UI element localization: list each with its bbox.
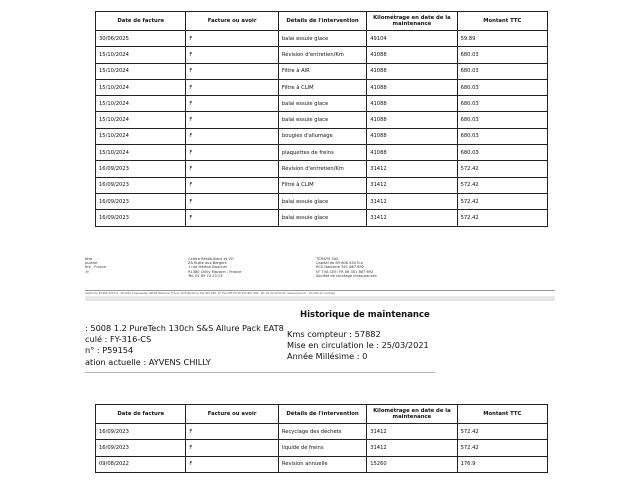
table-row (96, 145, 548, 161)
vehicle-registration-date: Mise en circulation le : 25/03/2021 (287, 340, 429, 351)
cell-details: Révision annuelle (278, 456, 366, 472)
cell-mileage: 31412 (367, 161, 457, 177)
header-date: Date de facture (96, 12, 186, 31)
header-amount: Montant TTC (457, 405, 547, 424)
cell-date: 15/10/2024 (96, 47, 186, 63)
cell-type: F (186, 47, 279, 63)
header-mileage: Kilométrage en date de la maintenance (367, 12, 457, 31)
vehicle-location: ation actuelle : AYVENS CHILLY (85, 356, 211, 367)
footer-line: ètre (85, 257, 93, 261)
cell-type: F (186, 145, 279, 161)
cell-type: F (186, 210, 279, 226)
cell-details: liquide de freins (278, 440, 366, 456)
cell-type: F (186, 63, 279, 79)
cell-details: bougies d'allumage (278, 128, 366, 144)
cell-amount: 680.03 (457, 47, 547, 63)
header-amount: Montant TTC (457, 12, 547, 31)
footer-middle-column (188, 257, 241, 278)
cell-type: F (186, 112, 279, 128)
cell-details: balai essuie glace (278, 193, 366, 209)
cell-type: F (186, 96, 279, 112)
footer-line: N° TVA CEE: FR 06 351 867 692 (316, 269, 374, 274)
cell-mileage: 31412 (367, 440, 457, 456)
cell-amount: 572.42 (457, 161, 547, 177)
cell-amount: 680.03 (457, 79, 547, 95)
footer-line: Tél. 01 69 74 23 23 (188, 273, 223, 278)
table-row (96, 177, 548, 193)
header-mileage: Kilométrage en date de la maintenance (367, 405, 457, 424)
cell-mileage: 49104 (367, 31, 457, 47)
footer-right-column (316, 257, 377, 278)
header-type: Facture ou avoir (186, 405, 279, 424)
cell-details: plaquettes de freins (278, 145, 366, 161)
footer-line: Centre Restitutions et VO (188, 257, 234, 261)
cell-date: 15/10/2024 (96, 112, 186, 128)
cell-amount: 59.89 (457, 31, 547, 47)
cell-details: Filtre à CLIM (278, 177, 366, 193)
cell-date: 16/09/2023 (96, 193, 186, 209)
table-row (96, 112, 548, 128)
cell-amount: 572.42 (457, 440, 547, 456)
cell-date: 15/10/2024 (96, 145, 186, 161)
cell-details: balai essuie glace (278, 210, 366, 226)
cell-date: 15/10/2024 (96, 128, 186, 144)
cell-type: F (186, 79, 279, 95)
cell-amount: 572.42 (457, 424, 547, 440)
maintenance-table-2 (95, 404, 548, 473)
cell-type: F (186, 193, 279, 209)
cell-mileage: 41088 (367, 79, 457, 95)
footer-line: 91380 Chilly Mazarin - France (188, 269, 242, 274)
cell-mileage: 41088 (367, 112, 457, 128)
cell-mileage: 31412 (367, 177, 457, 193)
cell-mileage: 31412 (367, 210, 457, 226)
cell-details: Filtre à AIR (278, 63, 366, 79)
cell-type: F (186, 440, 279, 456)
cell-details: Filtre à CLIM (278, 79, 366, 95)
cell-details: Recyclage des déchets (278, 424, 366, 440)
cell-mileage: 15260 (367, 456, 457, 472)
cell-date: 15/10/2024 (96, 63, 186, 79)
table-row (96, 47, 548, 63)
header-details: Détails de l'intervention (278, 405, 366, 424)
cell-type: F (186, 161, 279, 177)
cell-date: 16/09/2023 (96, 424, 186, 440)
cell-date: 30/06/2025 (96, 31, 186, 47)
cell-details: balai essuie glace (278, 31, 366, 47)
vehicle-info-left (85, 323, 284, 368)
vehicle-model: : 5008 1.2 PureTech 130ch S&S Allure Pack EAT8 (85, 323, 284, 333)
footer-line: -fr (85, 269, 90, 274)
footer-line: 1 rue Hélène Boucher (188, 265, 228, 270)
footer-line: pulaire (85, 261, 98, 266)
history-title: Historique de maintenance (300, 310, 430, 320)
cell-details: balai essuie glace (278, 112, 366, 128)
table-row (96, 193, 548, 209)
footer-line: Société de courtage d'assurances (316, 273, 377, 278)
cell-date: 15/10/2024 (96, 96, 186, 112)
vehicle-mileage: Kms compteur : 57882 (287, 329, 381, 339)
cell-amount: 680.03 (457, 112, 547, 128)
cell-amount: 680.03 (457, 128, 547, 144)
cell-amount: 680.03 (457, 145, 547, 161)
footer-line: Capital de 89 606 430 Eur (316, 261, 364, 266)
info-divider (85, 372, 435, 373)
footer-line: TEMSYS SAS (316, 257, 339, 261)
cell-date: 16/09/2023 (96, 440, 186, 456)
table-row (96, 31, 548, 47)
table-row (96, 161, 548, 177)
cell-type: F (186, 128, 279, 144)
cell-type: F (186, 31, 279, 47)
footer-line: ZA Butte aux Bergers (188, 261, 227, 266)
cell-mileage: 41088 (367, 145, 457, 161)
cell-date: 16/09/2023 (96, 161, 186, 177)
cell-details: Révision d'entretien/Km (278, 161, 366, 177)
table-row (96, 210, 548, 226)
header-details: Détails de l'intervention (278, 12, 366, 31)
table-row (96, 128, 548, 144)
table-header-row (96, 405, 548, 424)
header-date: Date de facture (96, 405, 186, 424)
cell-details: balai essuie glace (278, 96, 366, 112)
page-separator-band (85, 296, 555, 301)
footer-line: ère - France (85, 265, 107, 270)
table-row (96, 456, 548, 472)
cell-date: 16/09/2023 (96, 177, 186, 193)
cell-amount: 572.42 (457, 177, 547, 193)
legal-notice: capital de 89 606 430 Eur, 38 Allée d'Aguesseau 92000 Nanterre, France, RCS Nanterre 351 867 692, N° TVA CEE FR 06 351 867 692 - Tél. 01 41 50 01 01, www.ayvens.fr - Société de courtage (85, 290, 555, 295)
cell-mileage: 41088 (367, 96, 457, 112)
vehicle-plate: culé : FY-316-CS (85, 334, 152, 345)
footer-left-column (85, 257, 106, 274)
cell-type: F (186, 456, 279, 472)
table-row (96, 440, 548, 456)
cell-amount: 680.03 (457, 63, 547, 79)
table-row (96, 79, 548, 95)
cell-mileage: 31412 (367, 424, 457, 440)
table-header-row (96, 12, 548, 31)
cell-mileage: 41088 (367, 128, 457, 144)
footer-line: RCS Nanterre 351 867 692 (316, 265, 365, 270)
vehicle-model-year: Année Millésime : 0 (287, 351, 368, 362)
vehicle-info-right (287, 329, 429, 363)
cell-date: 09/08/2022 (96, 456, 186, 472)
cell-date: 15/10/2024 (96, 79, 186, 95)
cell-amount: 572.42 (457, 193, 547, 209)
vehicle-number: n° : P59154 (85, 345, 134, 356)
table-row (96, 424, 548, 440)
cell-amount: 680.03 (457, 96, 547, 112)
cell-mileage: 41088 (367, 47, 457, 63)
table-row (96, 96, 548, 112)
table-row (96, 63, 548, 79)
cell-amount: 176.9 (457, 456, 547, 472)
maintenance-table-1 (95, 11, 548, 227)
header-type: Facture ou avoir (186, 12, 279, 31)
cell-details: Révision d'entretien/Km (278, 47, 366, 63)
cell-amount: 572.42 (457, 210, 547, 226)
cell-type: F (186, 424, 279, 440)
cell-mileage: 31412 (367, 193, 457, 209)
cell-date: 16/09/2023 (96, 210, 186, 226)
cell-mileage: 41088 (367, 63, 457, 79)
cell-type: F (186, 177, 279, 193)
